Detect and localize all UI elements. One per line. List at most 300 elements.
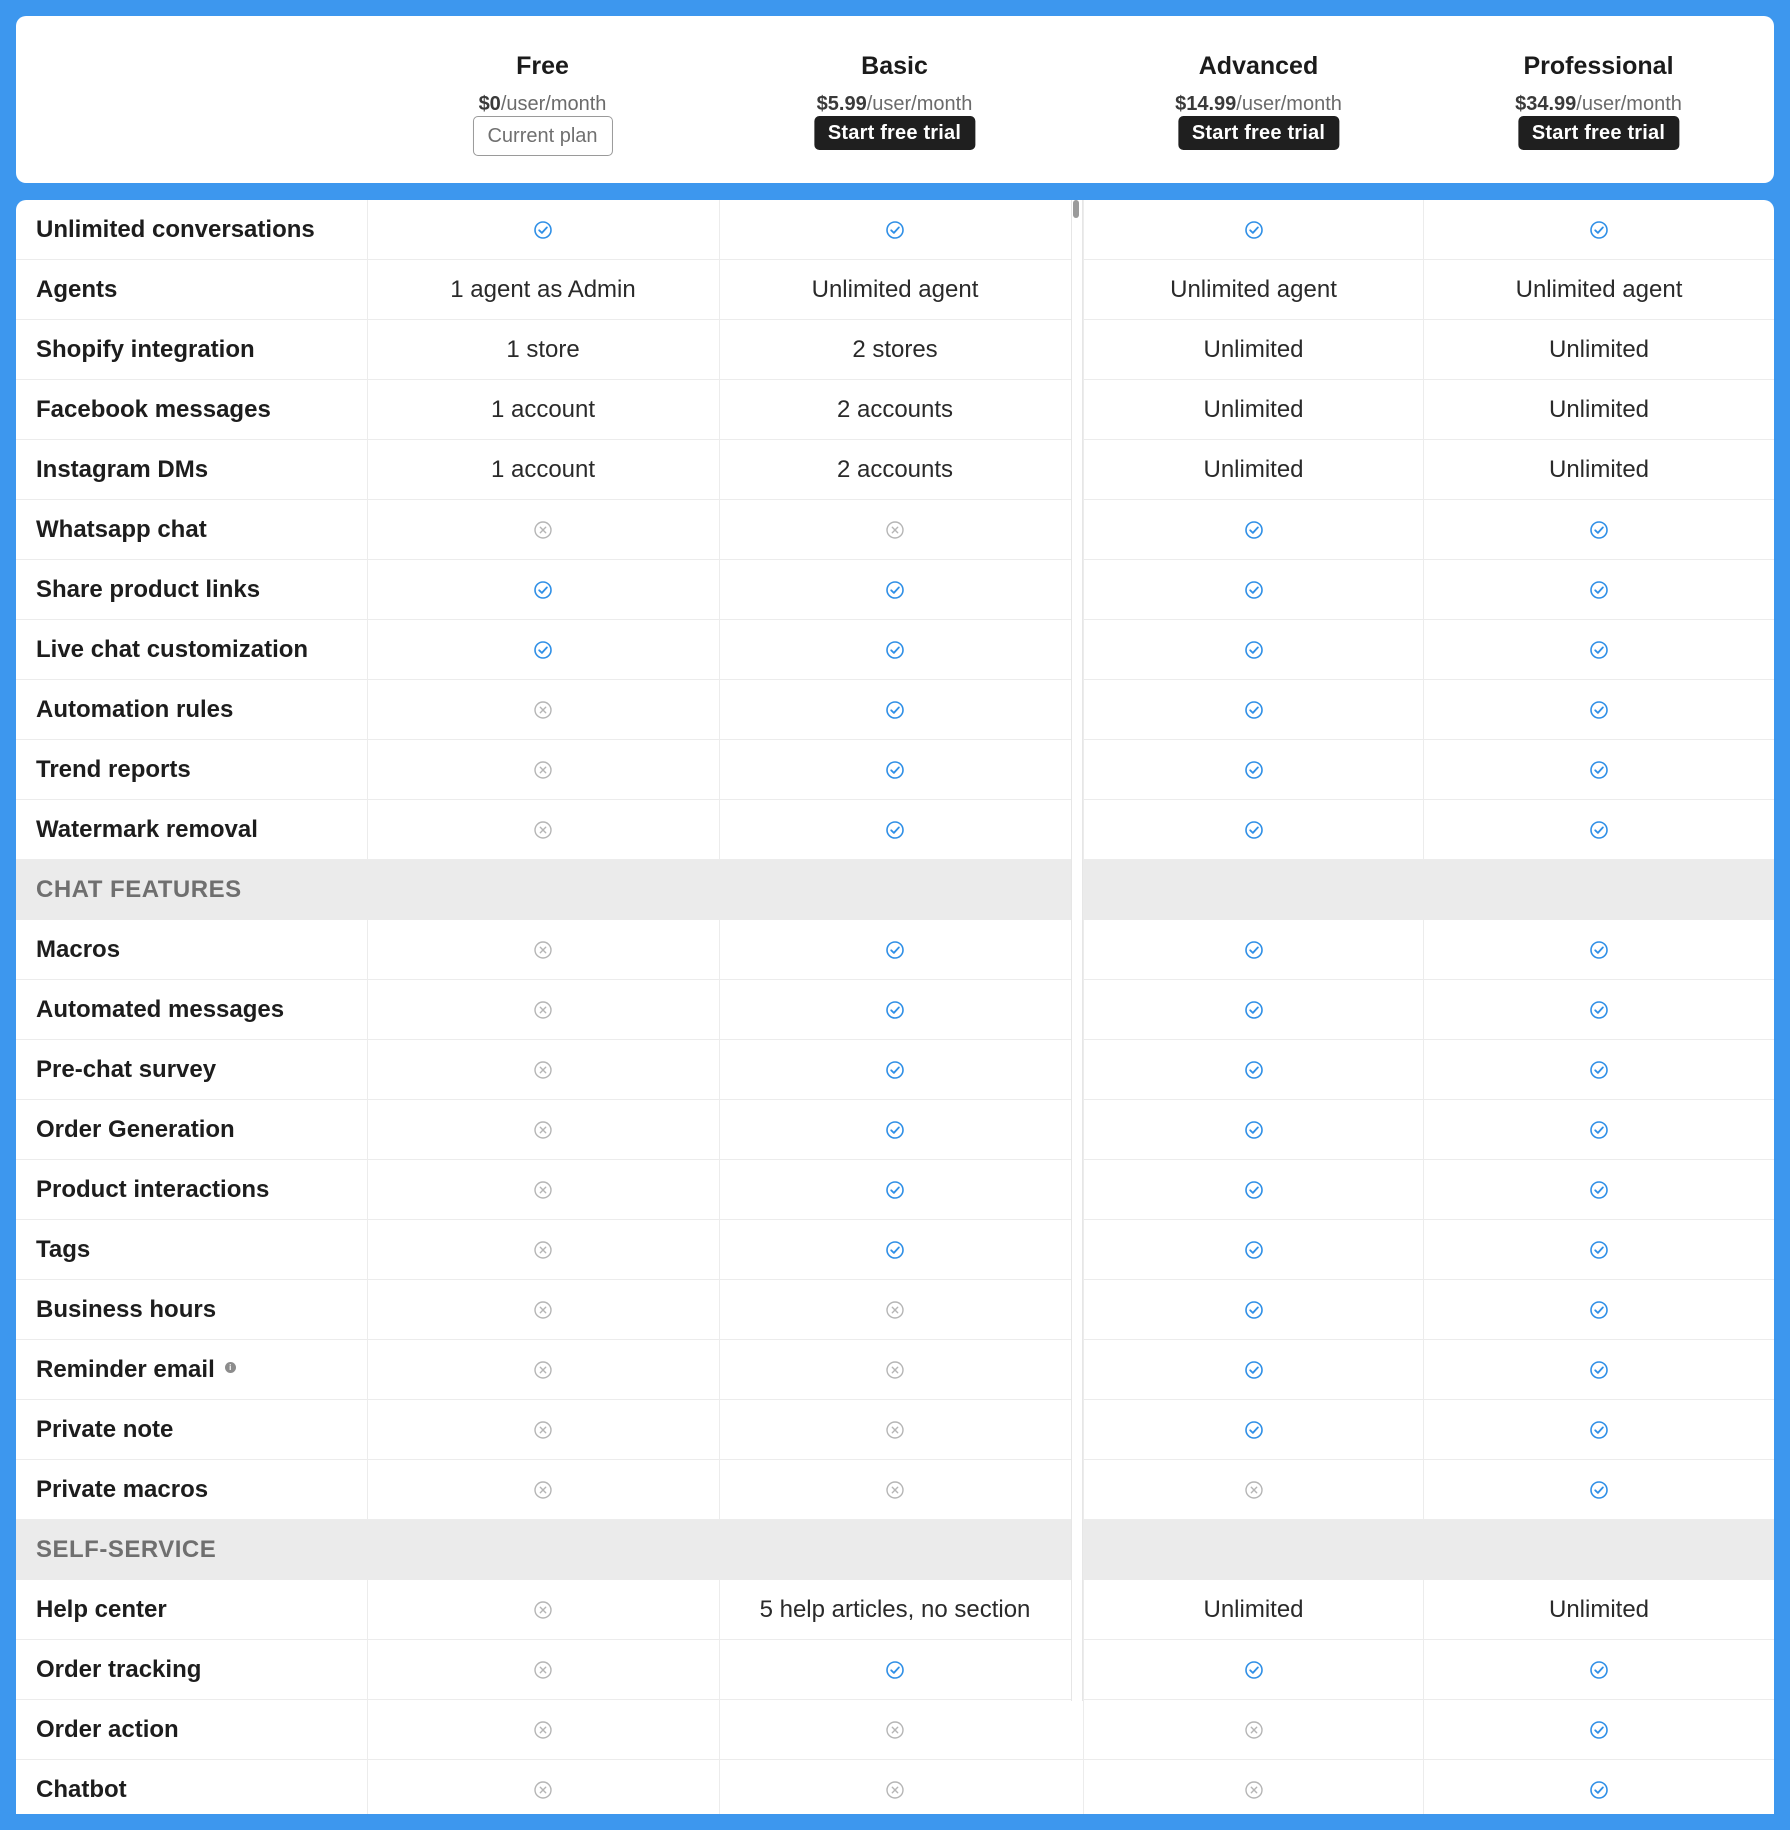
feature-label	[36, 1460, 208, 1520]
check-circle-icon	[1244, 1060, 1264, 1080]
feature-label-text: CHAT FEATURES	[36, 876, 242, 903]
feature-comparison-table	[16, 200, 1774, 1814]
check-circle-icon	[885, 700, 905, 720]
plan-cell-free	[367, 500, 718, 560]
feature-row-macros	[16, 920, 1774, 980]
check-circle-icon	[1244, 580, 1264, 600]
feature-label	[36, 380, 271, 440]
plan-cell-professional	[1423, 1340, 1774, 1400]
check-circle-icon	[1244, 1120, 1264, 1140]
feature-label	[36, 740, 191, 800]
feature-label-text: Order tracking	[36, 1656, 202, 1683]
feature-row-order-tracking	[16, 1640, 1774, 1700]
x-circle-icon	[533, 1360, 553, 1380]
feature-label	[36, 1340, 236, 1400]
plan-cell-free	[367, 560, 718, 620]
plan-cell-free	[367, 1700, 718, 1760]
feature-value: 2 accounts	[836, 456, 954, 483]
check-circle-icon	[1589, 1060, 1609, 1080]
check-circle-icon	[885, 1120, 905, 1140]
feature-row-private-note	[16, 1400, 1774, 1460]
plan-cell-basic	[719, 1280, 1070, 1340]
feature-label-text: Order Generation	[36, 1116, 235, 1143]
plans-header	[16, 16, 1774, 183]
scrollbar-thumb[interactable]	[1073, 200, 1079, 218]
check-circle-icon	[1244, 1180, 1264, 1200]
check-circle-icon	[885, 220, 905, 240]
plan-cell-professional	[1423, 200, 1774, 260]
feature-value: Unlimited	[1548, 336, 1650, 363]
plan-cell-basic	[719, 800, 1070, 860]
x-circle-icon	[885, 520, 905, 540]
plan-cell-advanced	[1083, 200, 1423, 260]
feature-row-shopify-integration	[16, 320, 1774, 380]
plan-cell-basic	[719, 200, 1070, 260]
check-circle-icon	[885, 820, 905, 840]
check-circle-icon	[1244, 700, 1264, 720]
plan-professional	[1423, 16, 1774, 183]
plan-cell-free	[367, 1580, 718, 1640]
feature-label	[36, 200, 315, 260]
x-circle-icon	[885, 1720, 905, 1740]
check-circle-icon	[1589, 1300, 1609, 1320]
x-circle-icon	[533, 1480, 553, 1500]
plan-cell-advanced	[1083, 560, 1423, 620]
plan-cell-professional	[1423, 440, 1774, 500]
feature-row-private-macros	[16, 1460, 1774, 1520]
feature-label	[36, 1160, 269, 1220]
feature-label-text: Reminder email	[36, 1356, 215, 1383]
feature-row-chatbot	[16, 1760, 1774, 1814]
plan-name: Basic	[861, 52, 928, 80]
check-circle-icon	[533, 640, 553, 660]
feature-row-agents	[16, 260, 1774, 320]
plan-name: Free	[516, 52, 569, 80]
check-circle-icon	[1589, 700, 1609, 720]
check-circle-icon	[885, 940, 905, 960]
plan-cell-professional	[1423, 500, 1774, 560]
x-circle-icon	[533, 1600, 553, 1620]
feature-value: 1 store	[506, 336, 580, 363]
feature-label-text: Private note	[36, 1416, 174, 1443]
check-circle-icon	[1244, 1240, 1264, 1260]
plan-cell-free	[367, 740, 718, 800]
feature-value: Unlimited agent	[811, 276, 979, 303]
x-circle-icon	[533, 1060, 553, 1080]
feature-value: 2 stores	[852, 336, 938, 363]
x-circle-icon	[533, 1660, 553, 1680]
check-circle-icon	[1589, 580, 1609, 600]
feature-label-text: Automation rules	[36, 696, 234, 723]
feature-value: 5 help articles, no section	[759, 1596, 1031, 1623]
plan-cell-free	[367, 380, 718, 440]
plan-cell-advanced	[1083, 1340, 1423, 1400]
feature-label-text: Chatbot	[36, 1776, 127, 1803]
check-circle-icon	[885, 1240, 905, 1260]
check-circle-icon	[1244, 940, 1264, 960]
plan-price	[719, 93, 1070, 116]
plan-price	[1083, 93, 1434, 116]
plan-cell-advanced	[1083, 800, 1423, 860]
section-header-self-service	[16, 1520, 1774, 1580]
feature-value: Unlimited	[1548, 456, 1650, 483]
feature-label	[36, 440, 208, 500]
feature-label-text: Share product links	[36, 576, 261, 603]
x-circle-icon	[533, 760, 553, 780]
plan-cell-professional	[1423, 1460, 1774, 1520]
x-circle-icon	[885, 1780, 905, 1800]
x-circle-icon	[533, 1120, 553, 1140]
feature-value: Unlimited	[1203, 396, 1304, 423]
x-circle-icon	[533, 940, 553, 960]
feature-value: 2 accounts	[836, 396, 954, 423]
check-circle-icon	[885, 1000, 905, 1020]
feature-label-text: Order action	[36, 1716, 179, 1743]
feature-label	[36, 680, 233, 740]
feature-label-text: Unlimited conversations	[36, 216, 315, 243]
feature-row-product-interactions	[16, 1160, 1774, 1220]
plan-cell-professional	[1423, 1400, 1774, 1460]
plan-price-amount: $34.99	[1515, 93, 1577, 115]
x-circle-icon	[533, 1300, 553, 1320]
plan-cell-free	[367, 920, 718, 980]
feature-label	[36, 1640, 201, 1700]
feature-label-text: Automated messages	[36, 996, 285, 1023]
plan-cell-basic	[719, 1760, 1070, 1814]
x-circle-icon	[1244, 1780, 1264, 1800]
plan-cell-professional	[1423, 1220, 1774, 1280]
feature-label-text: Pre-chat survey	[36, 1056, 217, 1083]
plan-cell-free	[367, 320, 718, 380]
feature-label	[36, 1580, 167, 1640]
check-circle-icon	[1589, 760, 1609, 780]
plan-cell-basic	[719, 1400, 1070, 1460]
feature-label	[36, 260, 117, 320]
x-circle-icon	[1244, 1480, 1264, 1500]
check-circle-icon	[1244, 520, 1264, 540]
plan-cell-free	[367, 680, 718, 740]
section-title	[36, 860, 242, 920]
check-circle-icon	[885, 1660, 905, 1680]
plan-cell-basic	[719, 380, 1070, 440]
plan-cell-professional	[1423, 560, 1774, 620]
feature-value: Unlimited	[1548, 396, 1650, 423]
feature-label	[36, 1400, 173, 1460]
plan-cell-basic	[719, 560, 1070, 620]
check-circle-icon	[1589, 220, 1609, 240]
feature-value: Unlimited	[1203, 456, 1304, 483]
x-circle-icon	[533, 1240, 553, 1260]
plan-cell-professional	[1423, 320, 1774, 380]
x-circle-icon	[885, 1300, 905, 1320]
plan-cell-professional	[1423, 920, 1774, 980]
plan-cell-professional	[1423, 680, 1774, 740]
check-circle-icon	[885, 1180, 905, 1200]
check-circle-icon	[1589, 1000, 1609, 1020]
check-circle-icon	[1589, 1120, 1609, 1140]
start-free-trial-button[interactable]: Start free trial	[814, 116, 975, 150]
plan-cell-free	[367, 1400, 718, 1460]
section-header-chat-features	[16, 860, 1774, 920]
plan-cell-advanced	[1083, 980, 1423, 1040]
feature-label	[36, 920, 120, 980]
check-circle-icon	[1589, 940, 1609, 960]
feature-label-text: Facebook messages	[36, 396, 271, 423]
plan-cell-advanced	[1083, 1580, 1423, 1640]
check-circle-icon	[1589, 1360, 1609, 1380]
feature-label	[36, 1100, 235, 1160]
feature-label-text: Product interactions	[36, 1176, 270, 1203]
check-circle-icon	[885, 640, 905, 660]
check-circle-icon	[1244, 1660, 1264, 1680]
plan-cell-professional	[1423, 1640, 1774, 1700]
plan-price-period: /user/month	[500, 93, 607, 115]
plan-cell-basic	[719, 1100, 1070, 1160]
feature-value: Unlimited	[1203, 1596, 1304, 1623]
feature-value: Unlimited	[1203, 336, 1304, 363]
plan-cell-professional	[1423, 1760, 1774, 1814]
plan-cell-advanced	[1083, 740, 1423, 800]
plan-cell-advanced	[1083, 1040, 1423, 1100]
plan-cell-advanced	[1083, 1640, 1423, 1700]
plan-cell-advanced	[1083, 260, 1423, 320]
plan-cell-free	[367, 1340, 718, 1400]
plan-cell-free	[367, 800, 718, 860]
plan-cell-advanced	[1083, 1400, 1423, 1460]
feature-value: Unlimited agent	[1170, 276, 1337, 303]
plan-cell-advanced	[1083, 380, 1423, 440]
feature-label-text: Private macros	[36, 1476, 209, 1503]
plan-cell-basic	[719, 1640, 1070, 1700]
feature-row-live-chat-customization	[16, 620, 1774, 680]
plan-cell-professional	[1423, 380, 1774, 440]
plan-cell-free	[367, 1640, 718, 1700]
plan-cell-basic	[719, 1700, 1070, 1760]
x-circle-icon	[885, 1360, 905, 1380]
feature-label-text: Agents	[36, 276, 118, 303]
feature-label-text: Business hours	[36, 1296, 217, 1323]
x-circle-icon	[533, 820, 553, 840]
plan-cell-professional	[1423, 1700, 1774, 1760]
plan-cell-free	[367, 440, 718, 500]
plan-cell-free	[367, 1280, 718, 1340]
plan-cell-free	[367, 620, 718, 680]
plan-cell-basic	[719, 1580, 1070, 1640]
plan-cell-free	[367, 260, 718, 320]
plan-price-period: /user/month	[866, 93, 973, 115]
feature-row-whatsapp-chat	[16, 500, 1774, 560]
plan-name: Advanced	[1198, 52, 1319, 80]
x-circle-icon	[533, 1780, 553, 1800]
check-circle-icon	[1244, 1360, 1264, 1380]
feature-label	[36, 980, 284, 1040]
feature-row-order-generation	[16, 1100, 1774, 1160]
check-circle-icon	[885, 580, 905, 600]
check-circle-icon	[1589, 1180, 1609, 1200]
feature-value: 1 account	[490, 396, 596, 423]
plan-price-amount: $0	[478, 93, 501, 115]
check-circle-icon	[1244, 1300, 1264, 1320]
feature-label	[36, 1700, 179, 1760]
check-circle-icon	[885, 760, 905, 780]
x-circle-icon	[533, 520, 553, 540]
plan-cell-professional	[1423, 1040, 1774, 1100]
feature-label-text: Instagram DMs	[36, 456, 209, 483]
plan-cell-advanced	[1083, 680, 1423, 740]
x-circle-icon	[533, 1000, 553, 1020]
plan-cell-free	[367, 1160, 718, 1220]
feature-label-text: Watermark removal	[36, 816, 258, 843]
feature-label	[36, 320, 255, 380]
check-circle-icon	[1589, 1720, 1609, 1740]
plan-cell-free	[367, 1220, 718, 1280]
plan-cell-basic	[719, 920, 1070, 980]
plan-price	[367, 93, 718, 116]
feature-value: Unlimited	[1548, 1596, 1650, 1623]
feature-row-help-center	[16, 1580, 1774, 1640]
feature-row-facebook-messages	[16, 380, 1774, 440]
x-circle-icon	[533, 1420, 553, 1440]
plan-cell-advanced	[1083, 440, 1423, 500]
feature-label-text: SELF-SERVICE	[36, 1536, 217, 1563]
feature-row-share-product-links	[16, 560, 1774, 620]
info-icon[interactable]: i	[225, 1362, 236, 1373]
plan-cell-advanced	[1083, 1760, 1423, 1814]
plan-cell-basic	[719, 1160, 1070, 1220]
plan-cell-basic	[719, 680, 1070, 740]
plan-free	[367, 16, 718, 183]
check-circle-icon	[1589, 520, 1609, 540]
plan-cell-free	[367, 1040, 718, 1100]
feature-label	[36, 1280, 216, 1340]
x-circle-icon	[885, 1480, 905, 1500]
feature-value: Unlimited agent	[1515, 276, 1683, 303]
section-title	[36, 1520, 216, 1580]
check-circle-icon	[1589, 820, 1609, 840]
plan-cell-advanced	[1083, 500, 1423, 560]
check-circle-icon	[533, 580, 553, 600]
plan-cell-advanced	[1083, 1220, 1423, 1280]
plan-cell-advanced	[1083, 1280, 1423, 1340]
plan-price-period: /user/month	[1236, 93, 1342, 115]
x-circle-icon	[1244, 1720, 1264, 1740]
plan-cell-professional	[1423, 260, 1774, 320]
plan-cell-advanced	[1083, 320, 1423, 380]
check-circle-icon	[533, 220, 553, 240]
plan-cell-advanced	[1083, 1700, 1423, 1760]
plan-price	[1423, 93, 1774, 116]
x-circle-icon	[533, 1180, 553, 1200]
feature-row-watermark-removal	[16, 800, 1774, 860]
plan-cell-professional	[1423, 1160, 1774, 1220]
feature-row-order-action	[16, 1700, 1774, 1760]
x-circle-icon	[533, 1720, 553, 1740]
plan-price-period: /user/month	[1576, 93, 1682, 115]
feature-row-unlimited-conversations	[16, 200, 1774, 260]
check-circle-icon	[1589, 1780, 1609, 1800]
feature-label	[36, 620, 308, 680]
start-free-trial-button[interactable]: Start free trial	[1178, 116, 1339, 150]
check-circle-icon	[1589, 1420, 1609, 1440]
check-circle-icon	[1589, 1660, 1609, 1680]
plan-price-amount: $14.99	[1175, 93, 1237, 115]
x-circle-icon	[533, 700, 553, 720]
plan-cell-professional	[1423, 1580, 1774, 1640]
plan-cell-free	[367, 200, 718, 260]
check-circle-icon	[885, 1060, 905, 1080]
plan-cell-free	[367, 1460, 718, 1520]
plan-cell-basic	[719, 1040, 1070, 1100]
feature-label-text: Trend reports	[36, 756, 191, 783]
plan-basic	[719, 16, 1070, 183]
feature-label-text: Tags	[36, 1236, 91, 1263]
feature-value: 1 agent as Admin	[450, 276, 636, 303]
plan-advanced	[1083, 16, 1434, 183]
feature-row-tags	[16, 1220, 1774, 1280]
check-circle-icon	[1589, 640, 1609, 660]
check-circle-icon	[1244, 640, 1264, 660]
plan-cell-advanced	[1083, 1460, 1423, 1520]
feature-label	[36, 1760, 127, 1814]
feature-label-text: Help center	[36, 1596, 167, 1623]
plan-name: Professional	[1523, 52, 1674, 80]
feature-label-text: Whatsapp chat	[36, 516, 207, 543]
feature-label-text: Shopify integration	[36, 336, 255, 363]
plan-cell-basic	[719, 260, 1070, 320]
plan-cell-professional	[1423, 800, 1774, 860]
start-free-trial-button[interactable]: Start free trial	[1518, 116, 1679, 150]
feature-label	[36, 800, 258, 860]
plan-cell-basic	[719, 1220, 1070, 1280]
plan-cell-advanced	[1083, 620, 1423, 680]
plan-cell-basic	[719, 500, 1070, 560]
check-circle-icon	[1244, 820, 1264, 840]
plan-cell-basic	[719, 1460, 1070, 1520]
feature-label	[36, 1220, 90, 1280]
feature-value: 1 account	[490, 456, 596, 483]
plan-cell-basic	[719, 740, 1070, 800]
plan-cell-basic	[719, 620, 1070, 680]
plan-price-amount: $5.99	[816, 93, 867, 115]
plan-cell-free	[367, 1760, 718, 1814]
feature-row-automated-messages	[16, 980, 1774, 1040]
feature-row-pre-chat-survey	[16, 1040, 1774, 1100]
feature-row-instagram-dms	[16, 440, 1774, 500]
check-circle-icon	[1244, 1420, 1264, 1440]
check-circle-icon	[1589, 1240, 1609, 1260]
feature-row-reminder-email	[16, 1340, 1774, 1400]
plan-cell-professional	[1423, 620, 1774, 680]
feature-row-automation-rules	[16, 680, 1774, 740]
plan-cell-professional	[1423, 980, 1774, 1040]
plan-cell-free	[367, 980, 718, 1040]
feature-label	[36, 500, 207, 560]
check-circle-icon	[1589, 1480, 1609, 1500]
plan-cell-basic	[719, 320, 1070, 380]
feature-label-text: Live chat customization	[36, 636, 309, 663]
plan-cell-advanced	[1083, 920, 1423, 980]
plan-cell-professional	[1423, 740, 1774, 800]
current-plan-button[interactable]: Current plan	[472, 116, 612, 156]
check-circle-icon	[1244, 1000, 1264, 1020]
column-divider	[1071, 200, 1083, 1701]
check-circle-icon	[1244, 220, 1264, 240]
x-circle-icon	[885, 1420, 905, 1440]
plan-cell-advanced	[1083, 1160, 1423, 1220]
feature-row-trend-reports	[16, 740, 1774, 800]
feature-label	[36, 560, 260, 620]
plan-cell-basic	[719, 440, 1070, 500]
